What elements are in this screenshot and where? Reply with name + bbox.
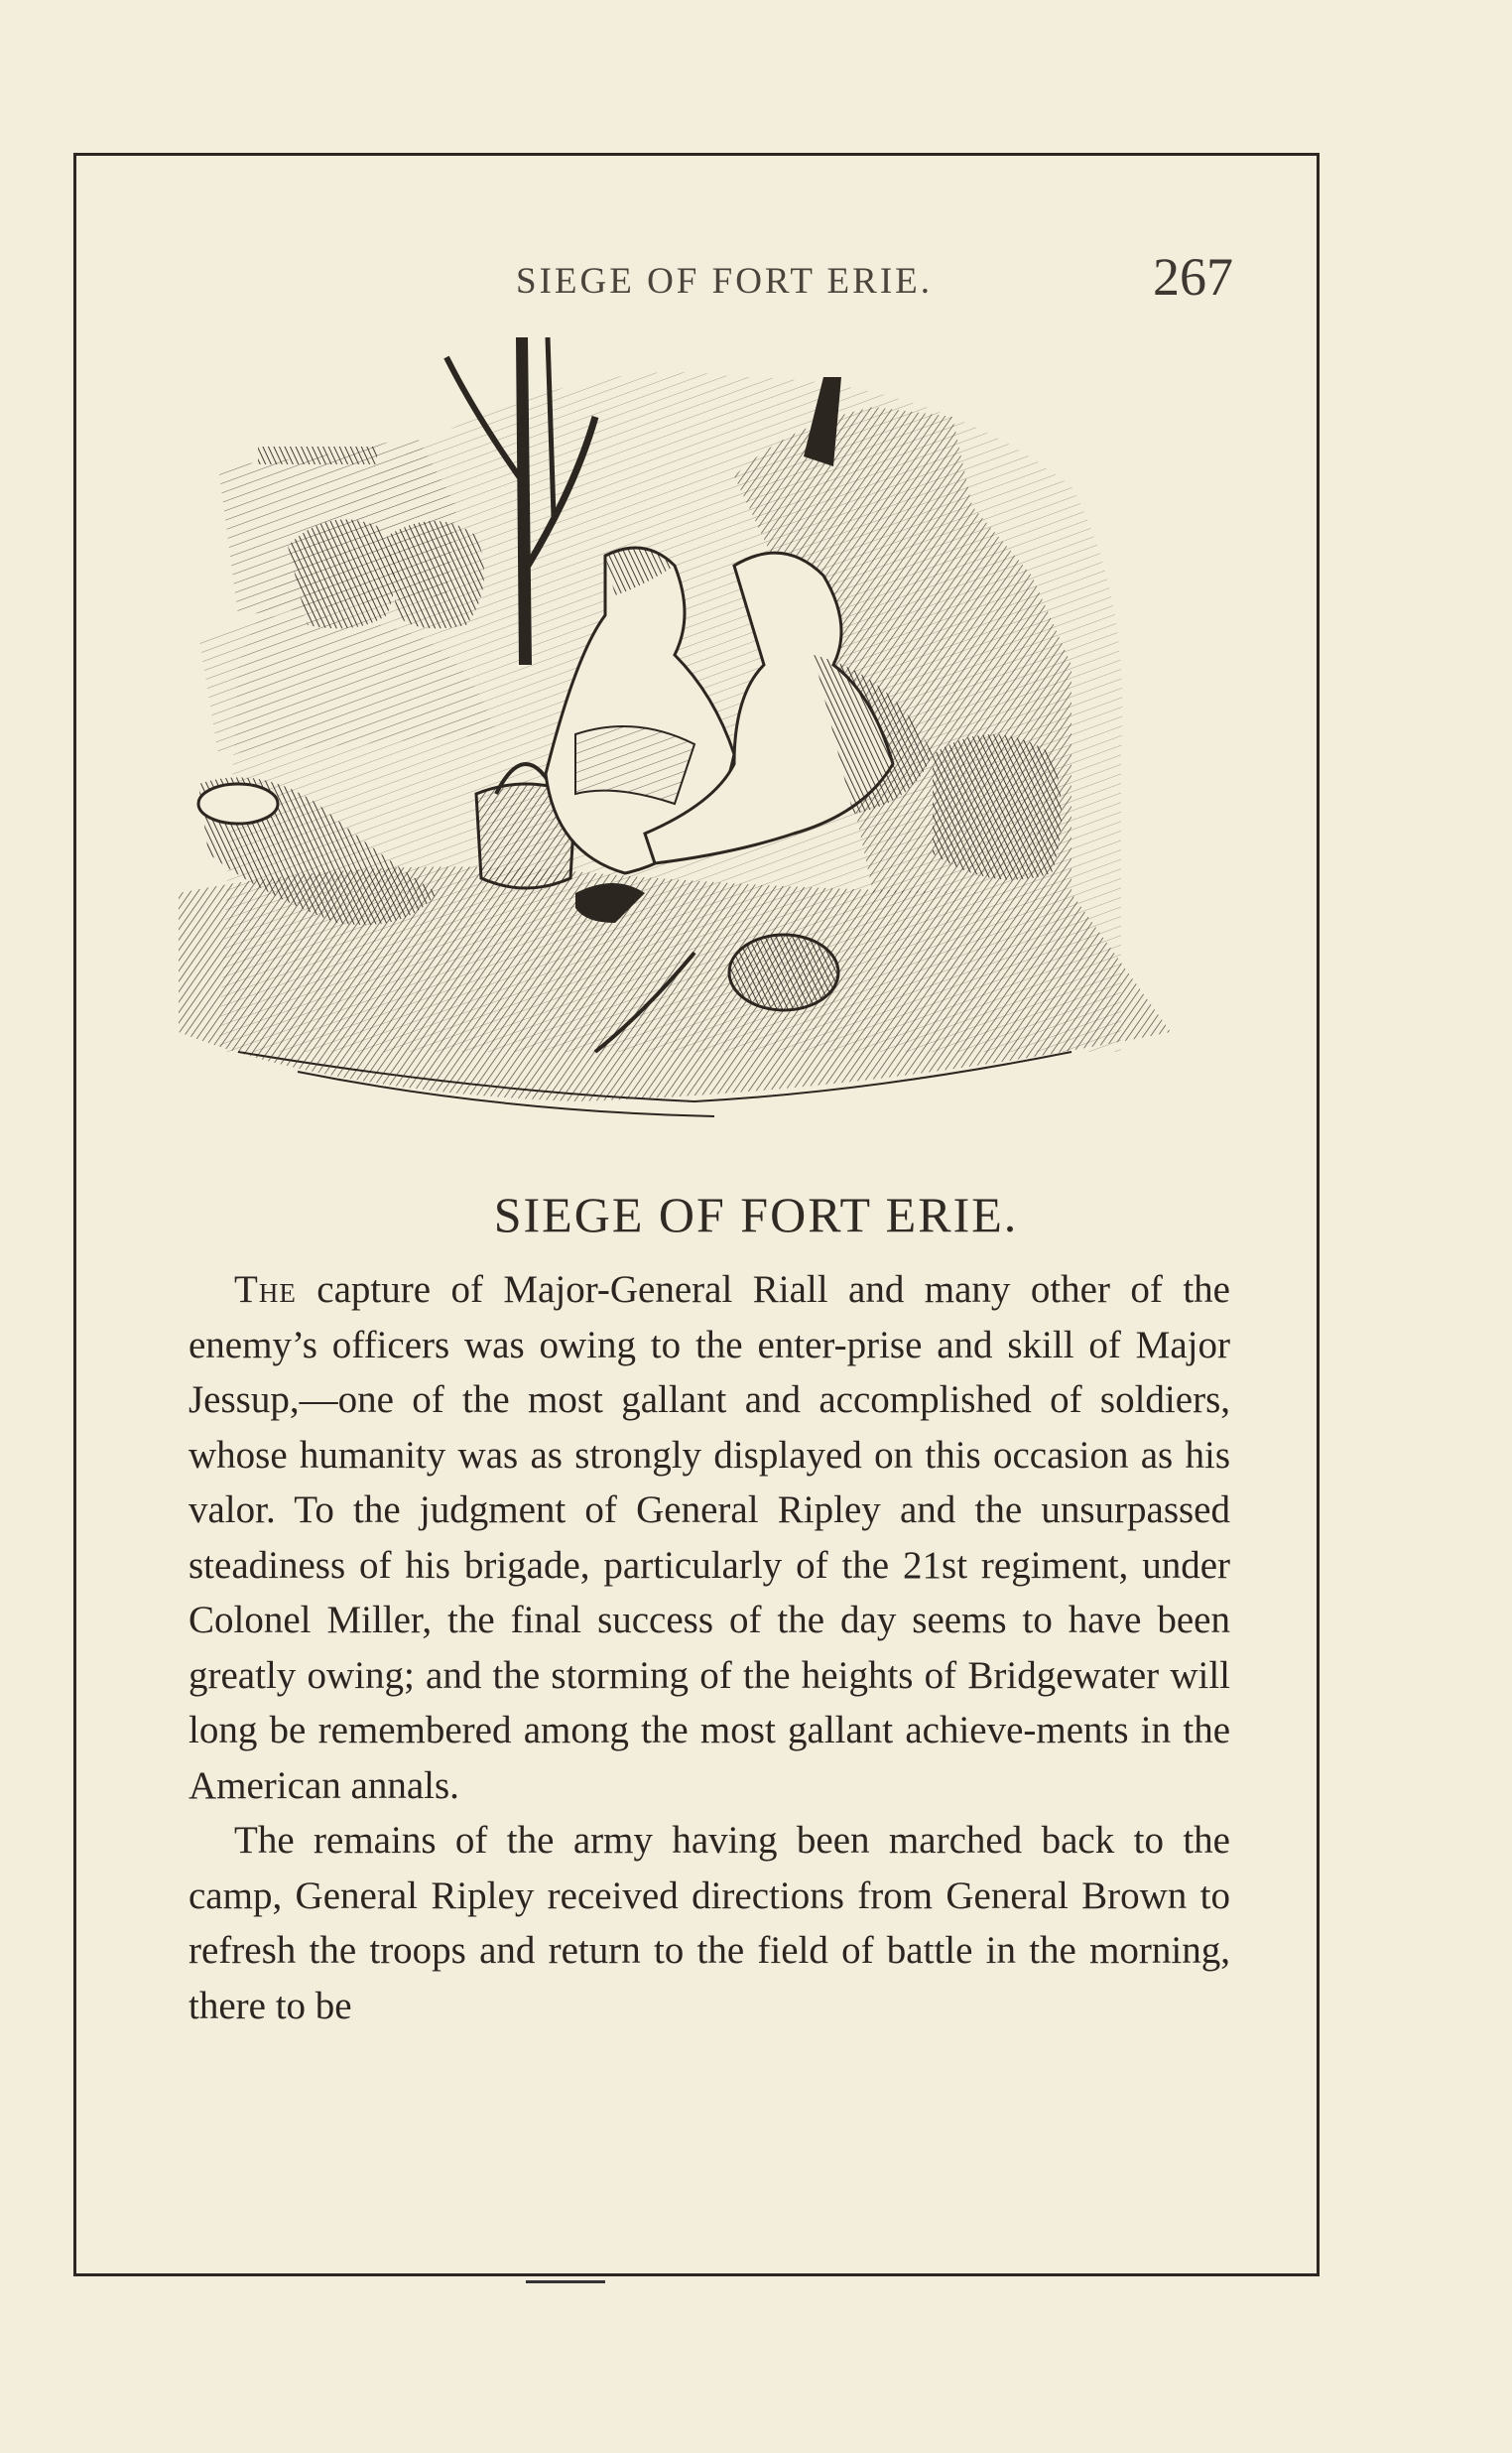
page-number: 267 xyxy=(1153,247,1233,307)
paragraph-1 xyxy=(189,1262,1230,1813)
paragraph-text: The remains of the army having been marched back to the camp, General Ripley received directions from General Brown to refresh the troops and return to the field of battle in the morning, there to be xyxy=(189,1819,1230,2027)
running-head: SIEGE OF FORT ERIE. xyxy=(516,261,934,302)
chapter-title: SIEGE OF FORT ERIE. xyxy=(493,1187,1019,1242)
paragraph-lead: The xyxy=(234,1268,297,1311)
bottom-rule xyxy=(526,2280,605,2283)
paragraph-2 xyxy=(189,1813,1230,2033)
paragraph-text: capture of Major-General Riall and many other of the enemy’s officers was owing to the enter-prise and skill of Major Jessup,—one of the most gallant and accomplished of soldiers, whose humanity was as strongly displayed on this occasion as his valor. To the judgment of General Ripley and the unsurpassed steadiness of his brigade, particularly of the 21st regiment, under Colonel Miller, the final success of the day seems to have been greatly owing; and the storming of the heights of Bridgewater will long be remembered among the most gallant achieve-ments in the American annals. xyxy=(189,1268,1230,1807)
body-text xyxy=(189,1262,1230,2033)
engraving-battlefield-scene-icon xyxy=(179,337,1181,1131)
